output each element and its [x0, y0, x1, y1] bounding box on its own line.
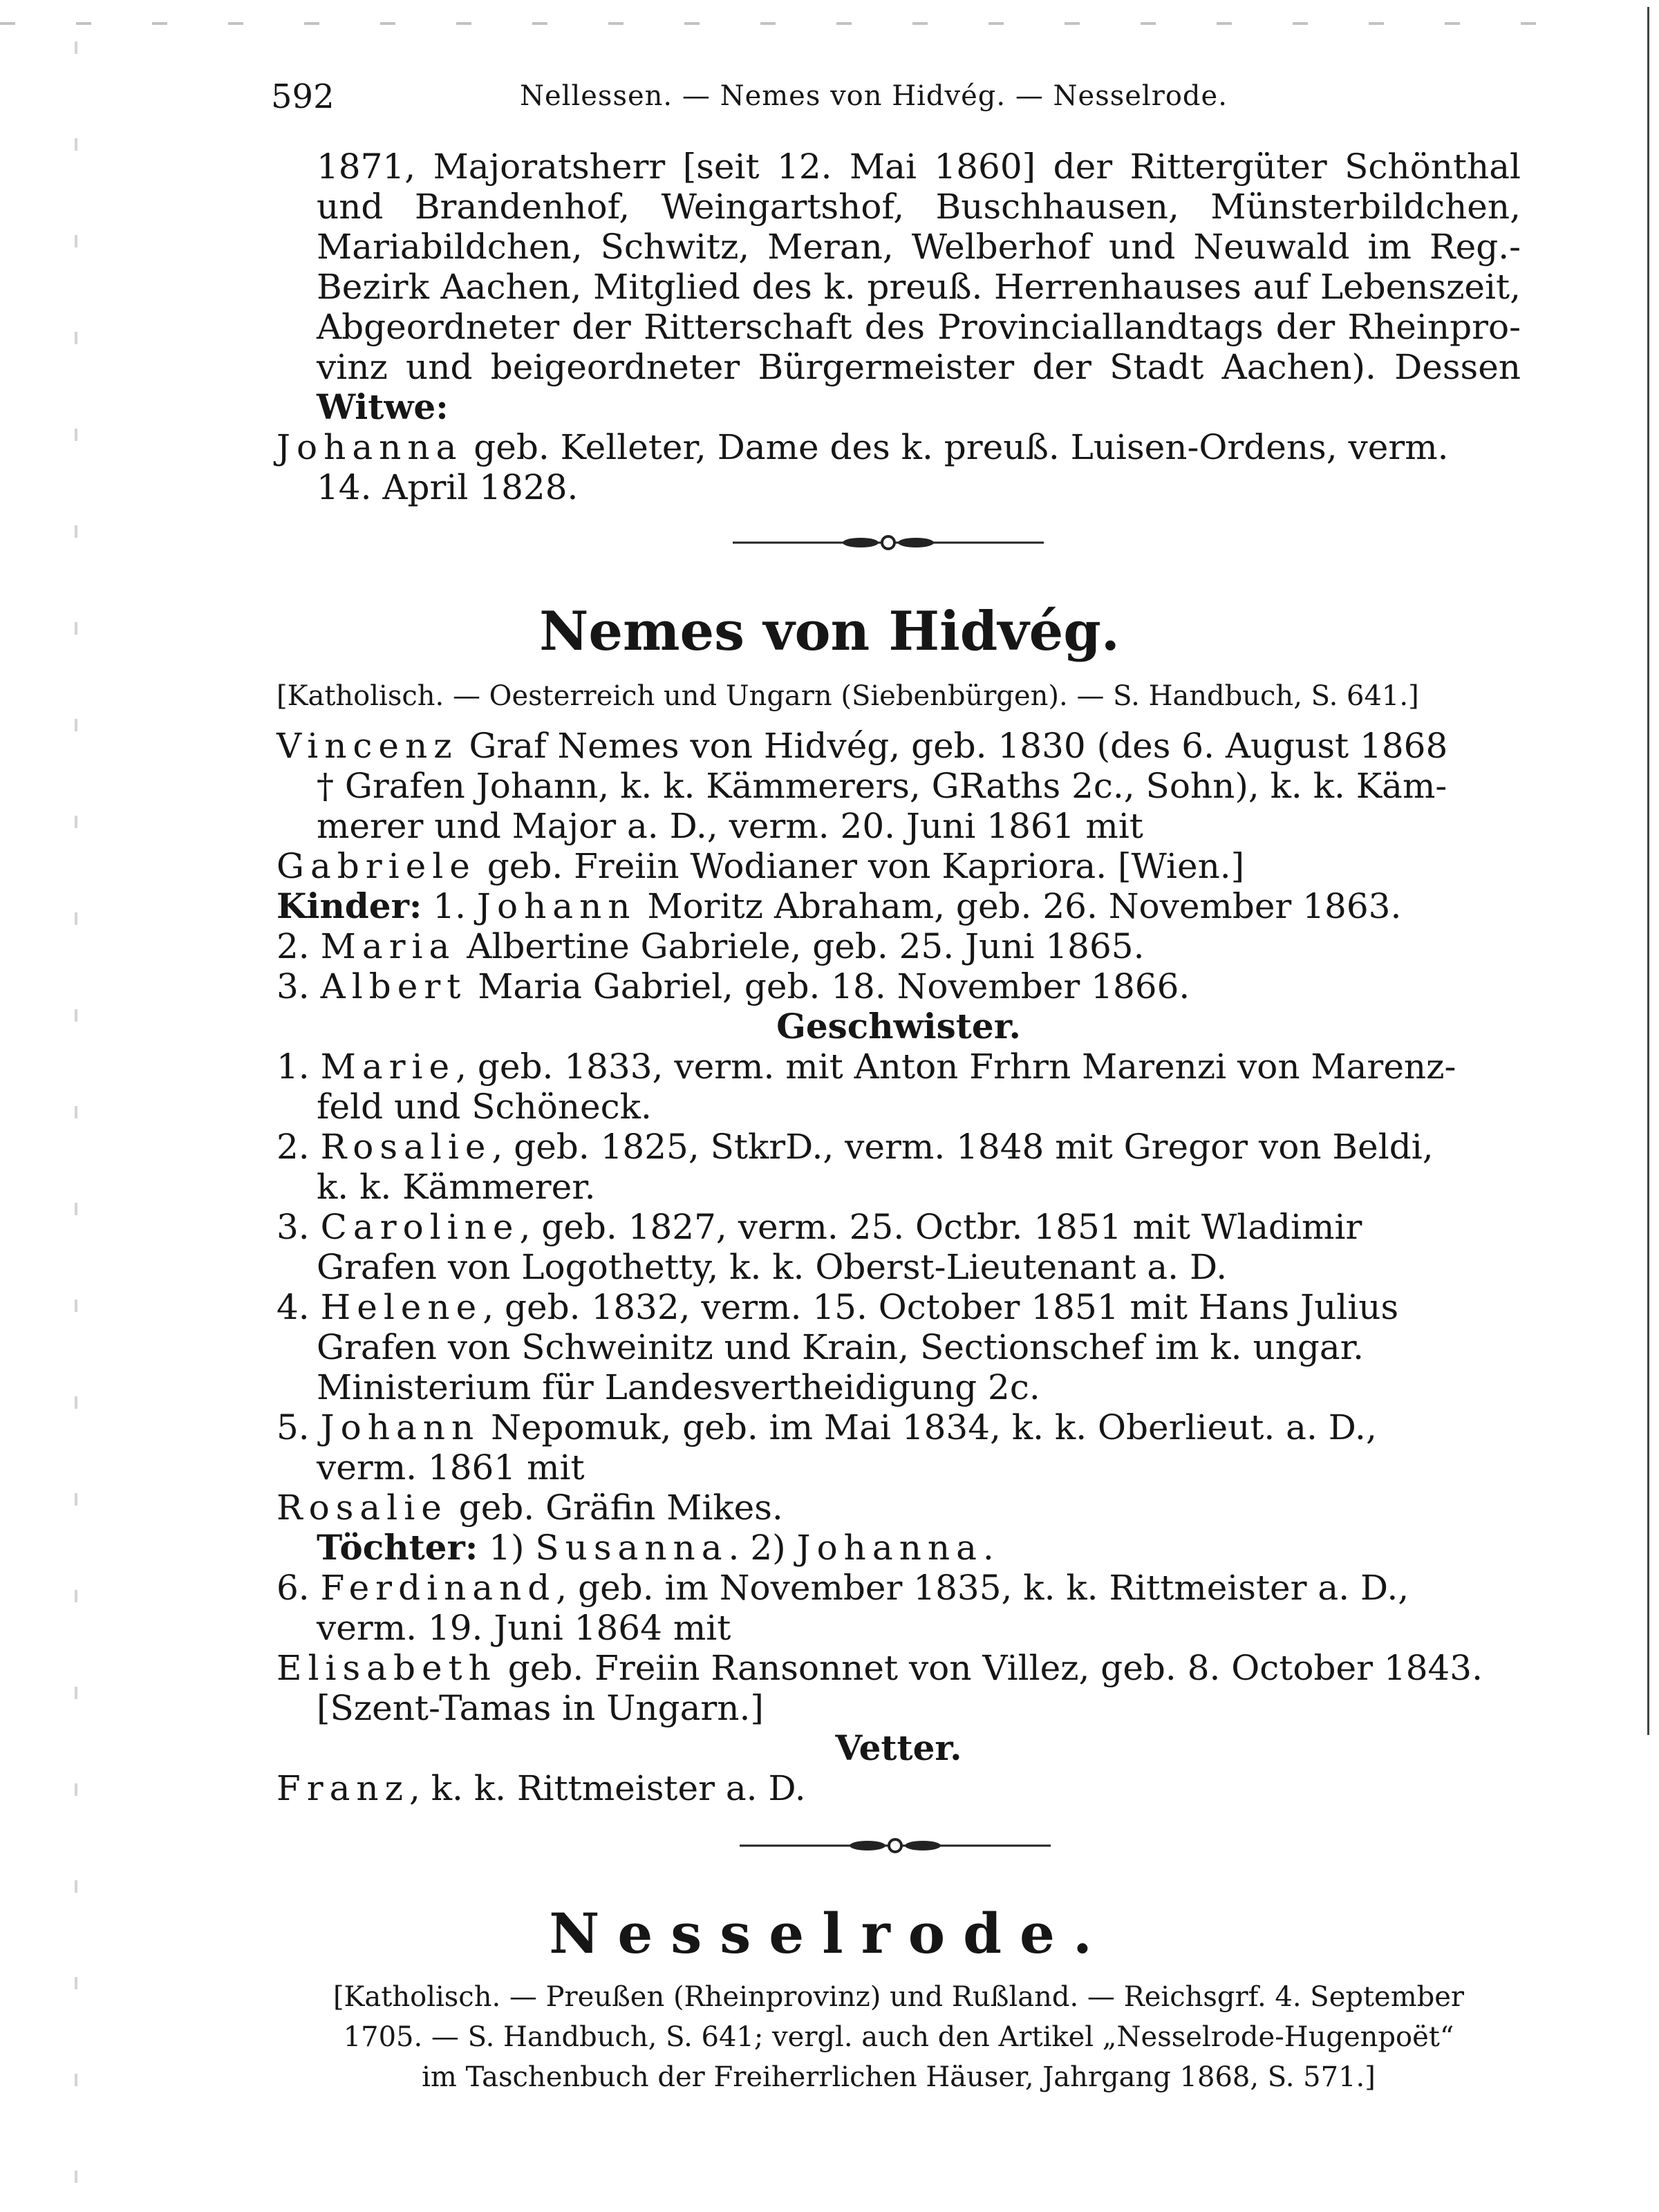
- person-details: geb. Kelleter, Dame des k. preuß. Luisen-Ordens, verm.: [462, 427, 1449, 467]
- sibling-line: 1. Marie, geb. 1833, verm. mit Anton Frhrn Marenzi von Marenz-: [276, 1047, 1456, 1087]
- text-line: Witwe:: [317, 386, 449, 427]
- head-line: [276, 726, 1521, 766]
- person-details: Maria Gabriel, geb. 18. November 1866.: [467, 966, 1190, 1006]
- daughters-label: Töchter:: [317, 1527, 478, 1568]
- person-details: , geb. 1832, verm. 15. October 1851 mit Hans Julius: [482, 1287, 1399, 1327]
- text-line: merer und Major a. D., verm. 20. Juni 1861 mit: [317, 806, 1143, 846]
- text-line: † Grafen Johann, k. k. Kämmerers, GRaths 2c., Sohn), k. k. Käm-: [317, 766, 1447, 806]
- person-details: geb. Gräfin Mikes.: [447, 1488, 783, 1528]
- person-name: Albert: [320, 966, 467, 1006]
- scan-artifact-top: [0, 22, 1590, 25]
- sibling-line: 5. Johann Nepomuk, geb. im Mai 1834, k. k. Oberlieut. a. D.,: [276, 1407, 1377, 1447]
- ornament-divider: [733, 532, 1044, 553]
- text-line: Bezirk Aachen, Mitglied des k. preuß. Herrenhauses auf Lebenszeit,: [317, 267, 1521, 307]
- text-line: verm. 1861 mit: [317, 1447, 585, 1488]
- person-name: Marie: [320, 1047, 456, 1087]
- person-name: Elisabeth: [276, 1648, 497, 1688]
- person-name: Johanna: [796, 1528, 983, 1568]
- text-line: 1871, Majoratsherr [seit 12. Mai 1860] der Rittergüter Schönthal: [317, 147, 1521, 187]
- person-name: Susanna: [535, 1528, 729, 1568]
- section-note-nesselrode: [276, 1977, 1521, 2097]
- text-line: und Brandenhof, Weingartshof, Buschhausen, Münsterbildchen,: [317, 187, 1521, 227]
- spouse-line: [276, 1648, 1521, 1688]
- section-note-nemes: [Katholisch. — Oesterreich und Ungarn (Siebenbürgen). — S. Handbuch, S. 641.]: [276, 680, 1419, 712]
- note-line: 1705. — S. Handbuch, S. 641; vergl. auch den Artikel „Nesselrode-Hugenpoët“: [343, 2021, 1454, 2053]
- text-line: Ministerium für Landesvertheidigung 2c.: [317, 1367, 1040, 1407]
- person-name: Helene: [320, 1287, 483, 1327]
- person-name: Maria: [320, 926, 456, 966]
- child-line: 3. Albert Maria Gabriel, geb. 18. November 1866.: [276, 966, 1190, 1006]
- sibling-line: 6. Ferdinand, geb. im November 1835, k. k. Rittmeister a. D.,: [276, 1568, 1409, 1608]
- person-details: Moritz Abraham, geb. 26. November 1863.: [636, 886, 1402, 926]
- ornament-divider: [740, 1835, 1051, 1856]
- text-line: feld und Schöneck.: [317, 1087, 652, 1127]
- person-name: Johanna: [276, 427, 463, 467]
- child-line: Kinder: 1. Johann Moritz Abraham, geb. 26. November 1863.: [276, 885, 1402, 926]
- page-edge-line: [1647, 7, 1649, 1735]
- person-details: Nepomuk, geb. im Mai 1834, k. k. Oberlieut. a. D.,: [480, 1407, 1377, 1447]
- person-details: , k. k. Rittmeister a. D.: [409, 1768, 806, 1808]
- text-line: [Szent-Tamas in Ungarn.]: [317, 1688, 764, 1728]
- person-name: Ferdinand: [320, 1568, 556, 1608]
- child-line: 2. Maria Albertine Gabriele, geb. 25. Juni 1865.: [276, 926, 1145, 966]
- text-line: k. k. Kämmerer.: [317, 1167, 596, 1207]
- person-name: Franz: [276, 1768, 409, 1808]
- page-number: 592: [271, 77, 335, 116]
- note-line: [Katholisch. — Preußen (Rheinprovinz) und Rußland. — Reichsgrf. 4. September: [332, 1981, 1465, 2013]
- person-details: , geb. 1827, verm. 25. Octbr. 1851 mit Wladimir: [519, 1207, 1362, 1247]
- person-details: , geb. im November 1835, k. k. Rittmeister a. D.,: [556, 1568, 1409, 1608]
- person-name: Caroline: [320, 1207, 520, 1247]
- continuation-entry: [276, 147, 1521, 507]
- widow-line: [276, 427, 1521, 467]
- sibling-line: 3. Caroline, geb. 1827, verm. 25. Octbr. 1851 mit Wladimir: [276, 1207, 1362, 1247]
- person-details: geb. Freiin Wodianer von Kapriora. [Wien.]: [476, 846, 1245, 886]
- text-line: Mariabildchen, Schwitz, Meran, Welberhof und Neuwald im Reg.-: [317, 227, 1521, 267]
- person-name: Rosalie: [276, 1488, 448, 1528]
- person-details: Graf Nemes von Hidvég, geb. 1830 (des 6. August 1868: [458, 726, 1448, 766]
- section-title-nemes: Nemes von Hidvég.: [539, 600, 1120, 663]
- person-name: Rosalie: [320, 1127, 492, 1167]
- text-line: Abgeordneter der Ritterschaft des Provinciallandtags der Rheinpro-: [317, 307, 1521, 347]
- text-line: Grafen von Schweinitz und Krain, Sectionschef im k. ungar.: [317, 1327, 1364, 1367]
- note-line: im Taschenbuch der Freiherrlichen Häuser, Jahrgang 1868, S. 571.]: [422, 2061, 1376, 2093]
- scan-artifact-left: [75, 41, 77, 2184]
- person-details: geb. Freiin Ransonnet von Villez, geb. 8. October 1843.: [496, 1648, 1483, 1688]
- text-line: Grafen von Logothetty, k. k. Oberst-Lieutenant a. D.: [317, 1247, 1228, 1287]
- sibling-line: 4. Helene, geb. 1832, verm. 15. October 1851 mit Hans Julius: [276, 1287, 1399, 1327]
- person-details: , geb. 1825, StkrD., verm. 1848 mit Gregor von Beldi,: [491, 1127, 1434, 1167]
- person-name: Johann: [320, 1407, 480, 1447]
- siblings-heading: Geschwister.: [776, 1006, 1021, 1047]
- person-name: Vincenz: [276, 726, 458, 766]
- daughters-line: Töchter: 1) Susanna. 2) Johanna.: [317, 1527, 994, 1568]
- sibling-line: 2. Rosalie, geb. 1825, StkrD., verm. 1848 mit Gregor von Beldi,: [276, 1127, 1434, 1167]
- nemes-entry: [276, 726, 1521, 1808]
- person-name: Gabriele: [276, 846, 476, 886]
- spouse-line: [276, 1488, 1521, 1528]
- person-name: Johann: [476, 886, 637, 926]
- person-details: , geb. 1833, verm. mit Anton Frhrn Marenzi von Marenz-: [456, 1047, 1456, 1087]
- cousin-line: [276, 1768, 1521, 1808]
- cousin-heading: Vetter.: [835, 1727, 962, 1768]
- text-line: vinz und beigeordneter Bürgermeister der Stadt Aachen). Dessen: [317, 347, 1521, 387]
- section-title-nesselrode: Nesselrode.: [549, 1901, 1110, 1966]
- wife-line: [276, 846, 1521, 886]
- running-head: Nellessen. — Nemes von Hidvég. — Nesselrode.: [520, 80, 1228, 112]
- text-line: 14. April 1828.: [317, 467, 579, 507]
- person-details: Albertine Gabriele, geb. 25. Juni 1865.: [456, 926, 1145, 966]
- children-label: Kinder:: [276, 885, 422, 926]
- text-line: verm. 19. Juni 1864 mit: [317, 1608, 731, 1648]
- page-header: [271, 77, 1515, 126]
